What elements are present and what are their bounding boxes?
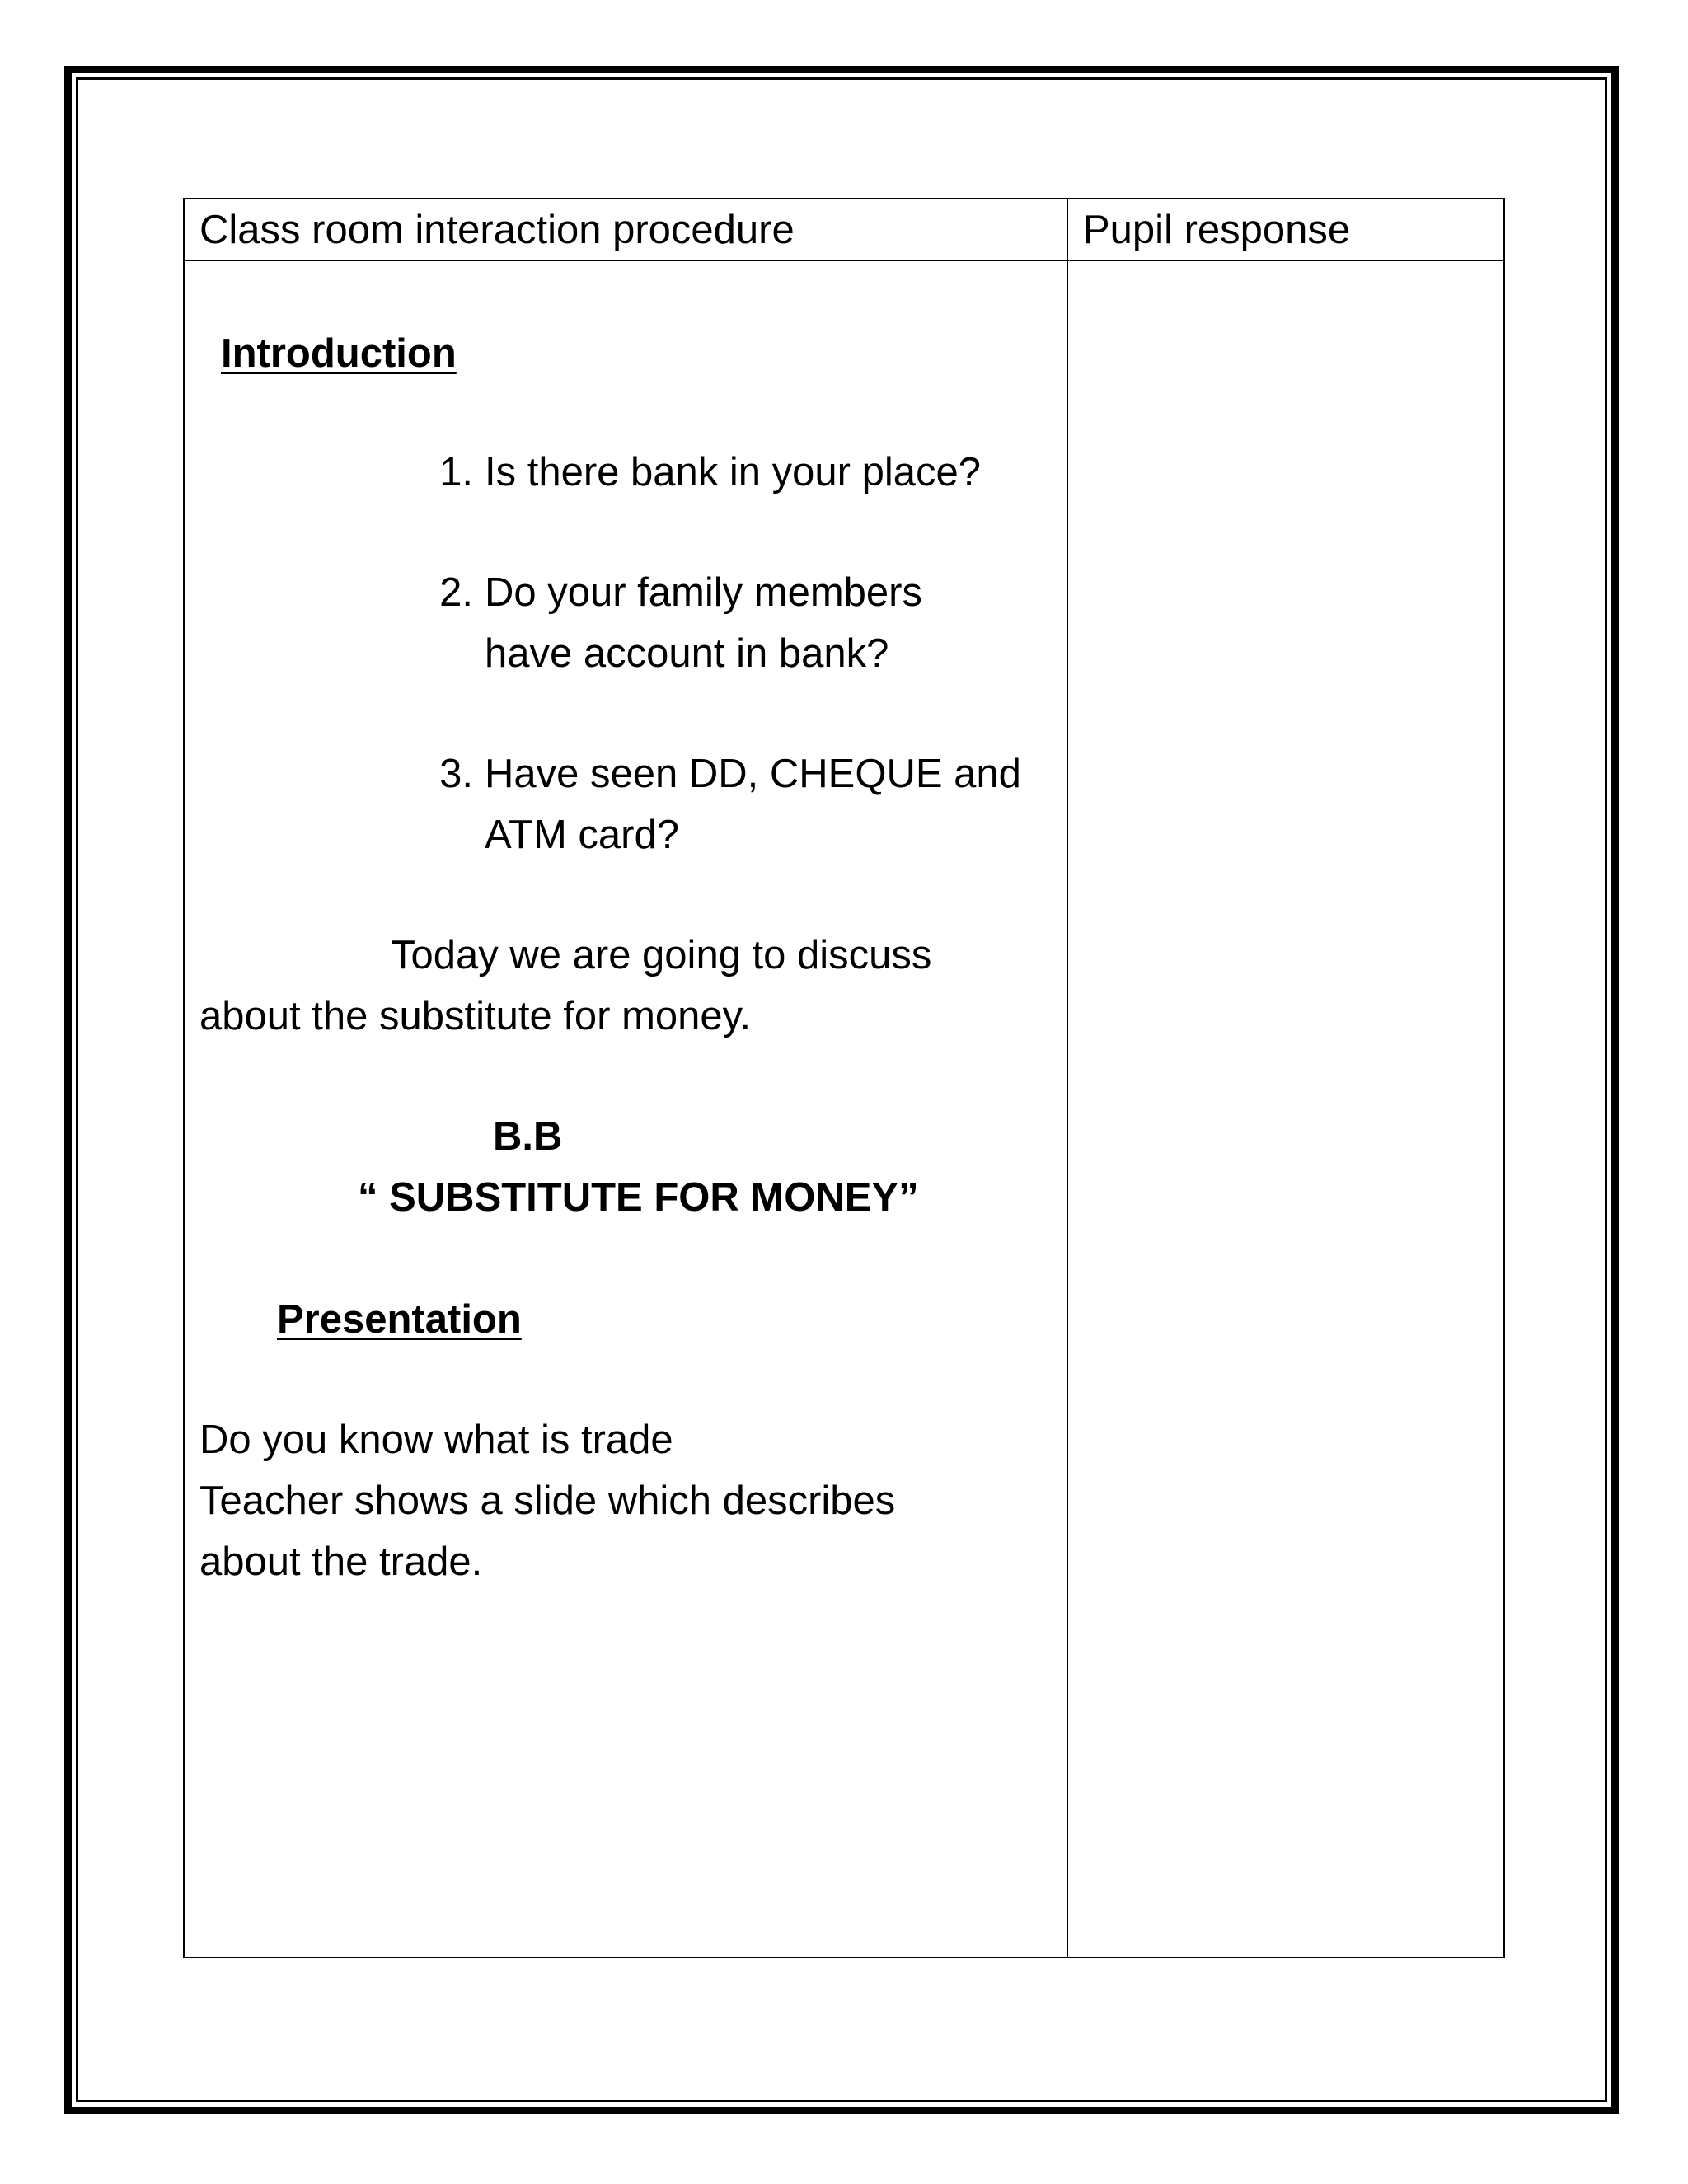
presentation-heading: Presentation <box>277 1297 522 1342</box>
lesson-plan-table <box>183 198 1505 1958</box>
presentation-line-3: about the trade. <box>199 1540 483 1584</box>
question-3-line-2: ATM card? <box>485 813 679 857</box>
header-pupil-response: Pupil response <box>1083 208 1351 252</box>
presentation-line-2: Teacher shows a slide which describes <box>199 1479 896 1523</box>
blackboard-label: B.B <box>493 1114 563 1159</box>
today-text-line-2: about the substitute for money. <box>199 994 752 1038</box>
blackboard-title: “ SUBSTITUTE FOR MONEY” <box>358 1175 919 1220</box>
question-2-line-2: have account in bank? <box>485 631 889 676</box>
presentation-line-1: Do you know what is trade <box>199 1418 673 1462</box>
question-1-line-1: Is there bank in your place? <box>485 450 981 494</box>
question-2-line-1: Do your family members <box>485 570 922 615</box>
question-3-number: 3. <box>439 752 473 796</box>
header-procedure: Class room interaction procedure <box>199 208 795 252</box>
introduction-heading: Introduction <box>221 331 457 376</box>
today-text-line-1: Today we are going to discuss <box>391 933 932 977</box>
column-divider <box>1067 199 1068 1957</box>
question-3-line-1: Have seen DD, CHEQUE and <box>485 752 1021 796</box>
question-2-number: 2. <box>439 570 473 615</box>
question-1-number: 1. <box>439 450 473 494</box>
